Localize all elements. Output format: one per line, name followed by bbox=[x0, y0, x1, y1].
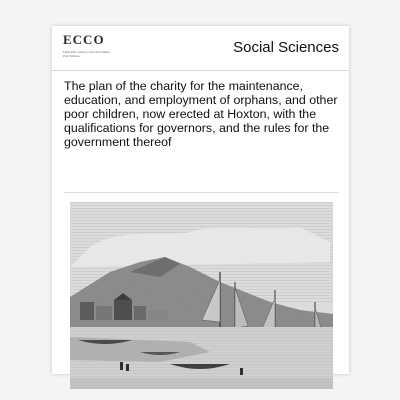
book-title: The plan of the charity for the maintenance, education, and employment of orphans, and other poor children, now erected at Hoxton, with the qualifications for governors, and the rules for the government thereof bbox=[64, 79, 338, 149]
harbor-engraving-illustration bbox=[70, 202, 333, 389]
divider bbox=[64, 192, 339, 193]
logo-subtext: Eighteenth Century Collections Online Print Editions bbox=[63, 50, 110, 58]
book-cover bbox=[52, 26, 349, 374]
logo-text: ECCO bbox=[63, 32, 105, 47]
cover-header bbox=[52, 26, 349, 71]
category-label: Social Sciences bbox=[233, 39, 339, 56]
ecco-logo bbox=[63, 32, 113, 68]
